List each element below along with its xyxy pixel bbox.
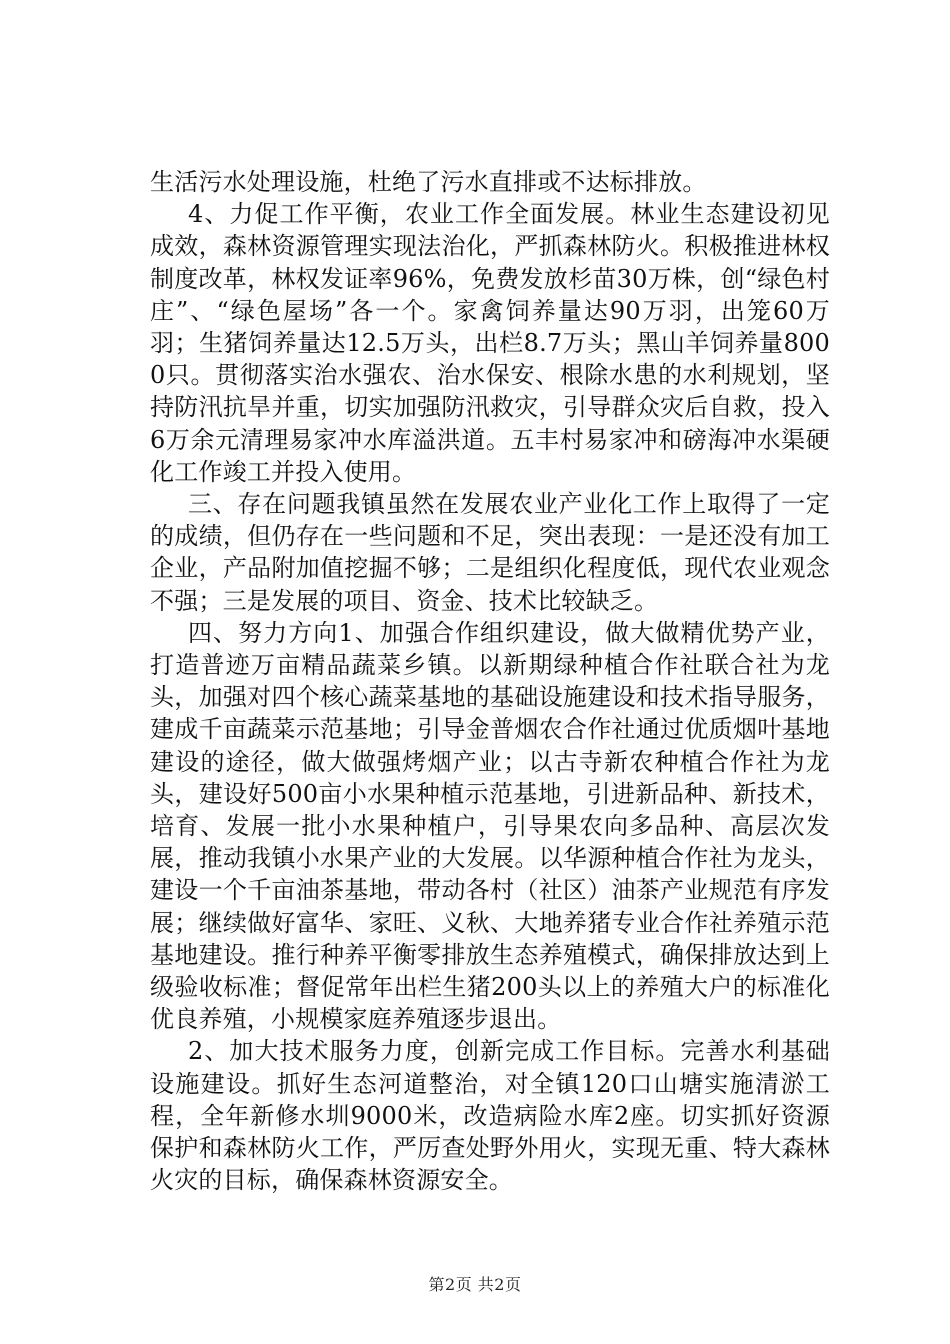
paragraph-agriculture-balance: 4、力促工作平衡，农业工作全面发展。林业生态建设初见成效，森林资源管理实现法治化，严抓森林防火。积极推进林权制度改革，林权发证率96%，免费发放杉苗30万株，创“绿色村庄”、“绿色屋场”各一个。家禽饲养量达90万羽，出笼60万羽；生猪饲养量达12.5万头，出栏8.7万头；黑山羊饲养量8000只。贯彻落实治水强农、治水保安、根除水患的水利规划，坚持防汛抗旱并重，切实加强防汛救灾，引导群众灾后自救，投入6万余元清理易家冲水库溢洪道。五丰村易家冲和磅海冲水渠硬化工作竣工并投入使用。 xyxy=(150,200,830,486)
paragraph-continuation: 生活污水处理设施，杜绝了污水直排或不达标排放。 xyxy=(150,168,707,196)
document-body xyxy=(150,166,830,1197)
page-footer: 第2页 共2页 xyxy=(428,1275,522,1294)
paragraph-future-direction: 四、努力方向1、加强合作组织建设，做大做精优势产业，打造普迹万亩精品蔬菜乡镇。以新期绿种植合作社联合社为龙头，加强对四个核心蔬菜基地的基础设施建设和技术指导服务，建成千亩蔬菜示范基地；引导金普烟农合作社通过优质烟叶基地建设的途径，做大做强烤烟产业；以古寺新农种植合作社为龙头，建设好500亩小水果种植示范基地，引进新品种、新技术，培育、发展一批小水果种植户，引导果农向多品种、高层次发展，推动我镇小水果产业的大发展。以华源种植合作社为龙头，建设一个千亩油茶基地，带动各村（社区）油茶产业规范有序发展；继续做好富华、家旺、义秋、大地养猪专业合作社养殖示范基地建设。推行种养平衡零排放生态养殖模式，确保排放达到上级验收标准；督促常年出栏生猪200头以上的养殖大户的标准化优良养殖，小规模家庭养殖逐步退出。 xyxy=(150,618,830,1034)
paragraph-existing-problems: 三、存在问题我镇虽然在发展农业产业化工作上取得了一定的成绩，但仍存在一些问题和不足，突出表现：一是还没有加工企业，产品附加值挖掘不够；二是组织化程度低，现代农业观念不强；三是发展的项目、资金、技术比较缺乏。 xyxy=(150,490,830,615)
paragraph-technical-service: 2、加大技术服务力度，创新完成工作目标。完善水利基础设施建设。抓好生态河道整治，对全镇120口山塘实施清淤工程，全年新修水圳9000米，改造病险水库2座。切实抓好资源保护和森林防火工作，严厉查处野外用火，实现无重、特大森林火灾的目标，确保森林资源安全。 xyxy=(150,1037,830,1195)
